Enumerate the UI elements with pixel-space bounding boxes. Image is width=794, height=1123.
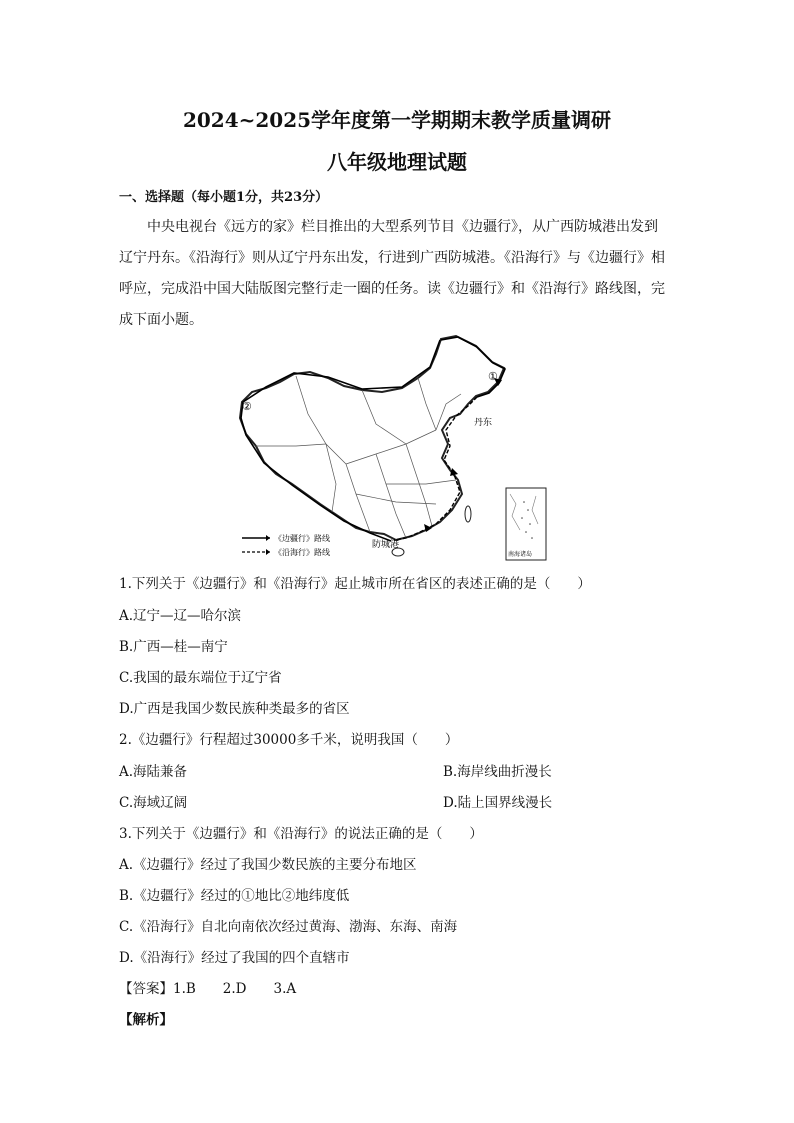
page-title: 2024~2025学年度第一学期期末教学质量调研 (182, 108, 612, 132)
question-1-stem: 1.下列关于《边疆行》和《沿海行》起止城市所在省区的表述正确的是（ ） (119, 576, 591, 592)
intro-paragraph: 中央电视台《远方的家》栏目推出的大型系列节目《边疆行》，从广西防城港出发到辽宁丹东。《沿海行》则从辽宁丹东出发，行进到广西防城港。《沿海行》与《边疆行》相呼应，完成沿中国大陆版图完整行走一圈的任务。读《边疆行》和《沿海行》路线图，完成下面小题。 (119, 219, 665, 328)
question-2-stem: 2.《边疆行》行程超过30000多千米，说明我国（ ） (119, 732, 459, 748)
question-3-option-c: C.《沿海行》自北向南依次经过黄海、渤海、东海、南海 (119, 919, 458, 935)
marker-2: ② (242, 400, 252, 413)
coast-arrow (450, 468, 458, 476)
question-1-option-a: A.辽宁—辽—哈尔滨 (119, 608, 242, 624)
question-2-option-c: C.海域辽阔 (119, 795, 188, 811)
inset-frame (506, 488, 546, 560)
label-fangchenggang: 防城港 (372, 540, 400, 550)
question-3-option-d: D.《沿海行》经过了我国的四个直辖市 (119, 950, 350, 966)
legend-border-text: 《边疆行》路线 (274, 534, 330, 543)
inset-label: 南海诸岛 (508, 551, 533, 558)
analysis-heading: 【解析】 (119, 1012, 173, 1028)
question-2-option-b: B.海岸线曲折漫长 (443, 764, 552, 780)
answer-line: 【答案】1.B 2.D 3.A (119, 981, 297, 997)
china-outline (240, 336, 504, 540)
question-3-option-a: A.《边疆行》经过了我国少数民族的主要分布地区 (119, 857, 417, 873)
question-1-option-b: B.广西—桂—南宁 (119, 639, 228, 655)
section-heading: 一、选择题（每小题1分，共23分） (119, 190, 329, 205)
legend-coast-text: 《沿海行》路线 (274, 548, 330, 557)
question-1-option-d: D.广西是我国少数民族种类最多的省区 (119, 701, 350, 717)
question-3-stem: 3.下列关于《边疆行》和《沿海行》的说法正确的是（ ） (119, 826, 483, 842)
question-3-option-b: B.《边疆行》经过的①地比②地纬度低 (119, 888, 350, 904)
question-2-option-a: A.海陆兼备 (119, 764, 188, 780)
label-dandong: 丹东 (474, 418, 493, 428)
china-route-map (236, 334, 556, 562)
question-1-option-c: C.我国的最东端位于辽宁省 (119, 670, 282, 686)
page-subtitle: 八年级地理试题 (327, 150, 467, 174)
taiwan-island (465, 506, 471, 522)
question-2-option-d: D.陆上国界线漫长 (443, 795, 553, 811)
marker-1: ① (488, 370, 498, 383)
